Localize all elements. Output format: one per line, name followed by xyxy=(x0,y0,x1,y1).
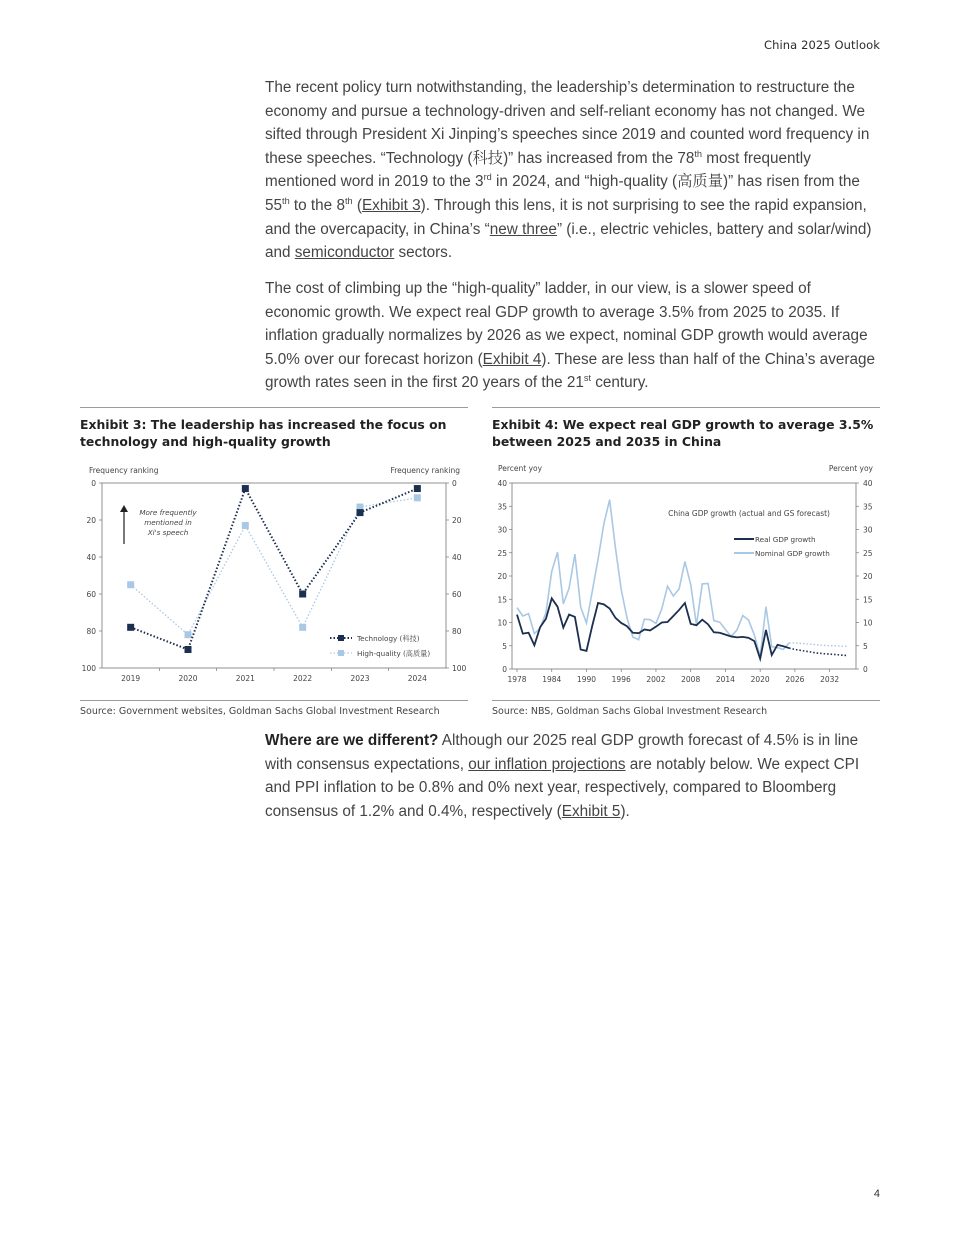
link-new-three[interactable]: new three xyxy=(489,220,557,238)
data-point-high-quality xyxy=(414,494,421,501)
y-tick-label-right: 80 xyxy=(452,627,462,636)
legend-label: Nominal GDP growth xyxy=(755,549,830,558)
link-inflation-projections[interactable]: our inflation projections xyxy=(468,755,626,773)
x-tick-label: 2022 xyxy=(293,674,313,683)
exhibit-4-chart xyxy=(492,460,880,696)
paragraph-policy: The recent policy turn notwithstanding, the leadership’s determination to restructure the economy and pursue a technology-driven and self-reliant economy has not changed. We sifted through President Xi Jinping’s speeches since 2019 and counted word frequency in these speeches. “Technology (科技)” has increased from the 78th most frequently mentioned word in 2019 to the 3rd in 2024, and “high-quality (高质量)” has risen from the 55th to the 8th (Exhibit 3). Through this lens, it is not surprising to see the rapid expansion, and the overcapacity, in China’s “new three” (i.e., electric vehicles, battery and solar/wind) and semiconductor sectors. xyxy=(265,79,872,262)
y-tick-label-right: 5 xyxy=(863,641,868,651)
annotation-arrow-head xyxy=(120,505,128,512)
x-tick-label: 2026 xyxy=(785,675,805,684)
y-axis-label-right: Percent yoy xyxy=(828,464,873,473)
exhibit-3-chart-box xyxy=(80,460,468,701)
legend-swatch-marker xyxy=(338,650,344,656)
y-tick-label-left: 20 xyxy=(86,516,96,525)
y-tick-label-left: 5 xyxy=(502,641,507,651)
data-point-technology xyxy=(185,646,192,653)
y-axis-label-right: Frequency ranking xyxy=(390,466,460,475)
x-tick-label: 2032 xyxy=(820,675,840,684)
exhibit-3-title: Exhibit 3: The leadership has increased the focus on technology and high-quality growth xyxy=(80,417,447,449)
x-tick-label: 2024 xyxy=(407,674,427,683)
page-number: 4 xyxy=(873,1188,880,1200)
link-exhibit-4[interactable]: Exhibit 4 xyxy=(482,350,542,368)
x-tick-label: 1996 xyxy=(611,675,631,684)
paragraph-different: Where are we different? Although our 2025 real GDP growth forecast of 4.5% is in line with consensus expectations, our inflation projections are notably below. We expect CPI and PPI inflation to be 0.8% and 0% next year, respectively, compared to Bloomberg consensus of 1.2% and 0.4%, respectively (Exhibit 5). xyxy=(265,732,860,820)
y-tick-label-left: 40 xyxy=(86,553,96,562)
y-tick-label-right: 10 xyxy=(863,618,873,628)
annotation-text: mentioned in xyxy=(144,518,192,527)
data-point-technology xyxy=(242,485,249,492)
exhibit-4-source: Source: NBS, Goldman Sachs Global Investment Research xyxy=(492,706,768,717)
x-tick-label: 2008 xyxy=(681,675,701,684)
y-tick-label-right: 0 xyxy=(452,479,457,488)
series-line-real-actual xyxy=(517,598,789,658)
y-tick-label-right: 40 xyxy=(452,553,462,562)
y-tick-label-left: 0 xyxy=(502,665,507,674)
y-tick-label-left: 30 xyxy=(497,525,507,535)
exhibit-3 xyxy=(80,407,468,450)
x-tick-label: 2002 xyxy=(646,675,666,684)
y-tick-label-left: 60 xyxy=(86,590,96,599)
series-line-real-forecast xyxy=(789,648,847,655)
link-semiconductor[interactable]: semiconductor xyxy=(294,244,395,262)
paragraph-growth-cost: The cost of climbing up the “high-quality” ladder, in our view, is a slower speed of economic growth. We expect real GDP growth to average 3.5% from 2025 to 2035. If inflation gradually normalizes by 2026 as we expect, nominal GDP growth would average 5.0% over our forecast horizon (Exhibit 4). These are less than half of the China’s average growth rates seen in the first 20 years of the 21st century. xyxy=(265,280,875,392)
x-tick-label: 2021 xyxy=(235,674,255,683)
y-tick-label-left: 15 xyxy=(497,595,507,605)
legend-swatch-marker xyxy=(338,635,344,641)
data-point-high-quality xyxy=(299,624,306,631)
y-tick-label-left: 100 xyxy=(81,664,96,673)
y-tick-label-right: 100 xyxy=(452,664,467,673)
data-point-high-quality xyxy=(127,581,134,588)
data-point-technology xyxy=(357,509,364,516)
legend-label: High-quality (高质量) xyxy=(357,649,431,658)
y-tick-label-right: 25 xyxy=(863,548,873,558)
x-tick-label: 2019 xyxy=(121,674,141,683)
x-tick-label: 1990 xyxy=(576,675,597,684)
y-tick-label-left: 10 xyxy=(497,618,507,628)
y-tick-label-right: 20 xyxy=(863,572,873,581)
y-axis-label-left: Percent yoy xyxy=(498,464,543,473)
x-tick-label: 2023 xyxy=(350,674,370,683)
y-tick-label-right: 20 xyxy=(452,516,462,525)
y-axis-label-left: Frequency ranking xyxy=(89,466,159,475)
y-tick-label-right: 0 xyxy=(863,665,868,674)
link-exhibit-3[interactable]: Exhibit 3 xyxy=(361,196,421,214)
x-tick-label: 2020 xyxy=(750,675,770,684)
report-title: China 2025 Outlook xyxy=(763,38,880,52)
exhibit-4-chart-box xyxy=(492,460,880,701)
data-point-high-quality xyxy=(185,631,192,638)
exhibit-4-title: Exhibit 4: We expect real GDP growth to average 3.5% between 2025 and 2035 in China xyxy=(492,417,874,449)
data-point-technology xyxy=(299,591,306,598)
series-line-nominal-forecast xyxy=(789,643,847,646)
y-tick-label-left: 40 xyxy=(497,479,507,488)
x-tick-label: 1978 xyxy=(507,675,527,684)
y-tick-label-left: 80 xyxy=(86,627,96,636)
x-tick-label: 2014 xyxy=(715,675,735,684)
exhibit-4 xyxy=(492,407,880,450)
annotation-text: Xi's speech xyxy=(147,528,189,537)
legend-label: Technology (科技) xyxy=(357,634,420,643)
y-tick-label-left: 0 xyxy=(91,479,96,488)
y-tick-label-right: 40 xyxy=(863,479,873,488)
y-tick-label-left: 25 xyxy=(497,548,507,558)
y-tick-label-right: 30 xyxy=(863,525,873,535)
y-tick-label-left: 35 xyxy=(497,502,507,512)
y-tick-label-right: 60 xyxy=(452,590,462,599)
series-line-nominal-actual xyxy=(517,500,789,657)
x-tick-label: 1984 xyxy=(542,675,562,684)
data-point-high-quality xyxy=(242,522,249,529)
x-tick-label: 2020 xyxy=(178,674,198,683)
exhibit-3-source: Source: Government websites, Goldman Sachs Global Investment Research xyxy=(80,706,440,717)
exhibit-3-chart xyxy=(80,460,468,696)
annotation-text: More frequently xyxy=(139,508,197,517)
y-tick-label-left: 20 xyxy=(497,572,507,581)
data-point-technology xyxy=(127,624,134,631)
chart-inner-title: China GDP growth (actual and GS forecast) xyxy=(668,509,830,518)
legend-label: Real GDP growth xyxy=(755,535,816,544)
data-point-technology xyxy=(414,485,421,492)
y-tick-label-right: 15 xyxy=(863,595,873,605)
y-tick-label-right: 35 xyxy=(863,502,873,512)
link-exhibit-5[interactable]: Exhibit 5 xyxy=(561,802,621,820)
